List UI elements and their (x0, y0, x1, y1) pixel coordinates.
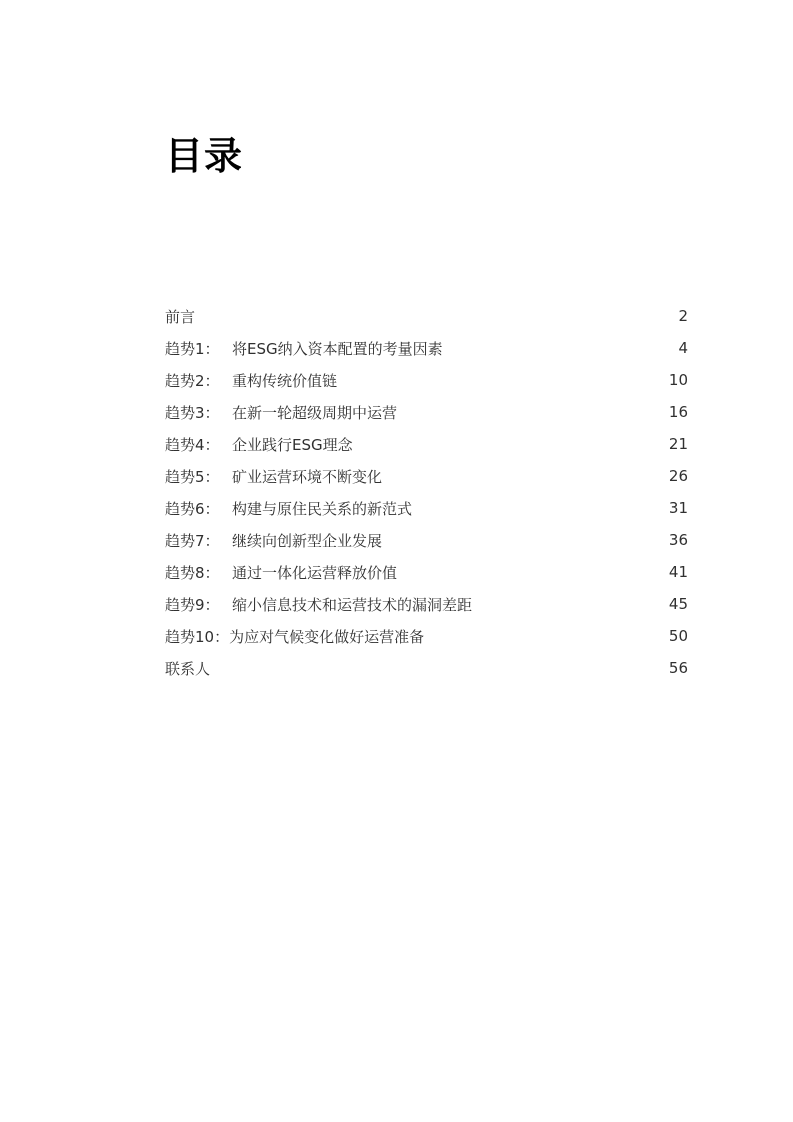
toc-entry-label: 联系人 (165, 659, 211, 678)
toc-entry-label: 趋势3： (165, 403, 220, 422)
toc-entry-trend-9[interactable] (165, 588, 688, 620)
toc-entry-page: 50 (668, 627, 688, 645)
toc-entry-trend-10[interactable] (165, 620, 688, 652)
toc-entry-label: 趋势7： (165, 531, 220, 550)
toc-entry-page: 45 (668, 595, 688, 613)
toc-entry-label: 趋势2： (165, 371, 220, 390)
toc-entry-page: 56 (668, 659, 688, 677)
toc-entry-page: 36 (668, 531, 688, 549)
toc-entry-title: 在新一轮超级周期中运营 (232, 403, 398, 422)
toc-entry-page: 26 (668, 467, 688, 485)
toc-entry-label: 前言 (165, 307, 196, 326)
toc-entry-title: 重构传统价值链 (232, 371, 338, 390)
toc-entry-label: 趋势10： (165, 627, 230, 646)
toc-entry-contacts[interactable] (165, 652, 688, 684)
toc-entry-title: 继续向创新型企业发展 (232, 531, 383, 550)
toc-entry-trend-3[interactable] (165, 396, 688, 428)
toc-entry-label: 趋势1： (165, 339, 220, 358)
toc-entry-label: 趋势9： (165, 595, 220, 614)
toc-entry-page: 10 (668, 371, 688, 389)
toc-entry-preface[interactable] (165, 300, 688, 332)
toc-entry-title: 企业践行ESG理念 (232, 435, 353, 454)
page-title: 目录 (165, 134, 244, 178)
toc-entry-trend-1[interactable] (165, 332, 688, 364)
toc-entry-title: 矿业运营环境不断变化 (232, 467, 383, 486)
toc-entry-page: 41 (668, 563, 688, 581)
toc-entry-label: 趋势8： (165, 563, 220, 582)
toc-entry-label: 趋势5： (165, 467, 220, 486)
toc-entry-title: 构建与原住民关系的新范式 (232, 499, 413, 518)
toc-entry-page: 4 (678, 339, 688, 357)
toc-entry-title: 为应对气候变化做好运营准备 (229, 627, 425, 646)
toc-entry-trend-8[interactable] (165, 556, 688, 588)
toc-entry-title: 将ESG纳入资本配置的考量因素 (232, 339, 443, 358)
toc-entry-page: 2 (678, 307, 688, 325)
toc-entry-label: 趋势6： (165, 499, 220, 518)
toc-entry-trend-4[interactable] (165, 428, 688, 460)
table-of-contents (165, 300, 688, 684)
toc-entry-page: 31 (668, 499, 688, 517)
toc-entry-title: 通过一体化运营释放价值 (232, 563, 398, 582)
toc-entry-trend-2[interactable] (165, 364, 688, 396)
toc-entry-trend-5[interactable] (165, 460, 688, 492)
toc-entry-title: 缩小信息技术和运营技术的漏洞差距 (232, 595, 473, 614)
toc-entry-page: 16 (668, 403, 688, 421)
toc-entry-label: 趋势4： (165, 435, 220, 454)
toc-entry-trend-6[interactable] (165, 492, 688, 524)
toc-entry-page: 21 (668, 435, 688, 453)
toc-entry-trend-7[interactable] (165, 524, 688, 556)
